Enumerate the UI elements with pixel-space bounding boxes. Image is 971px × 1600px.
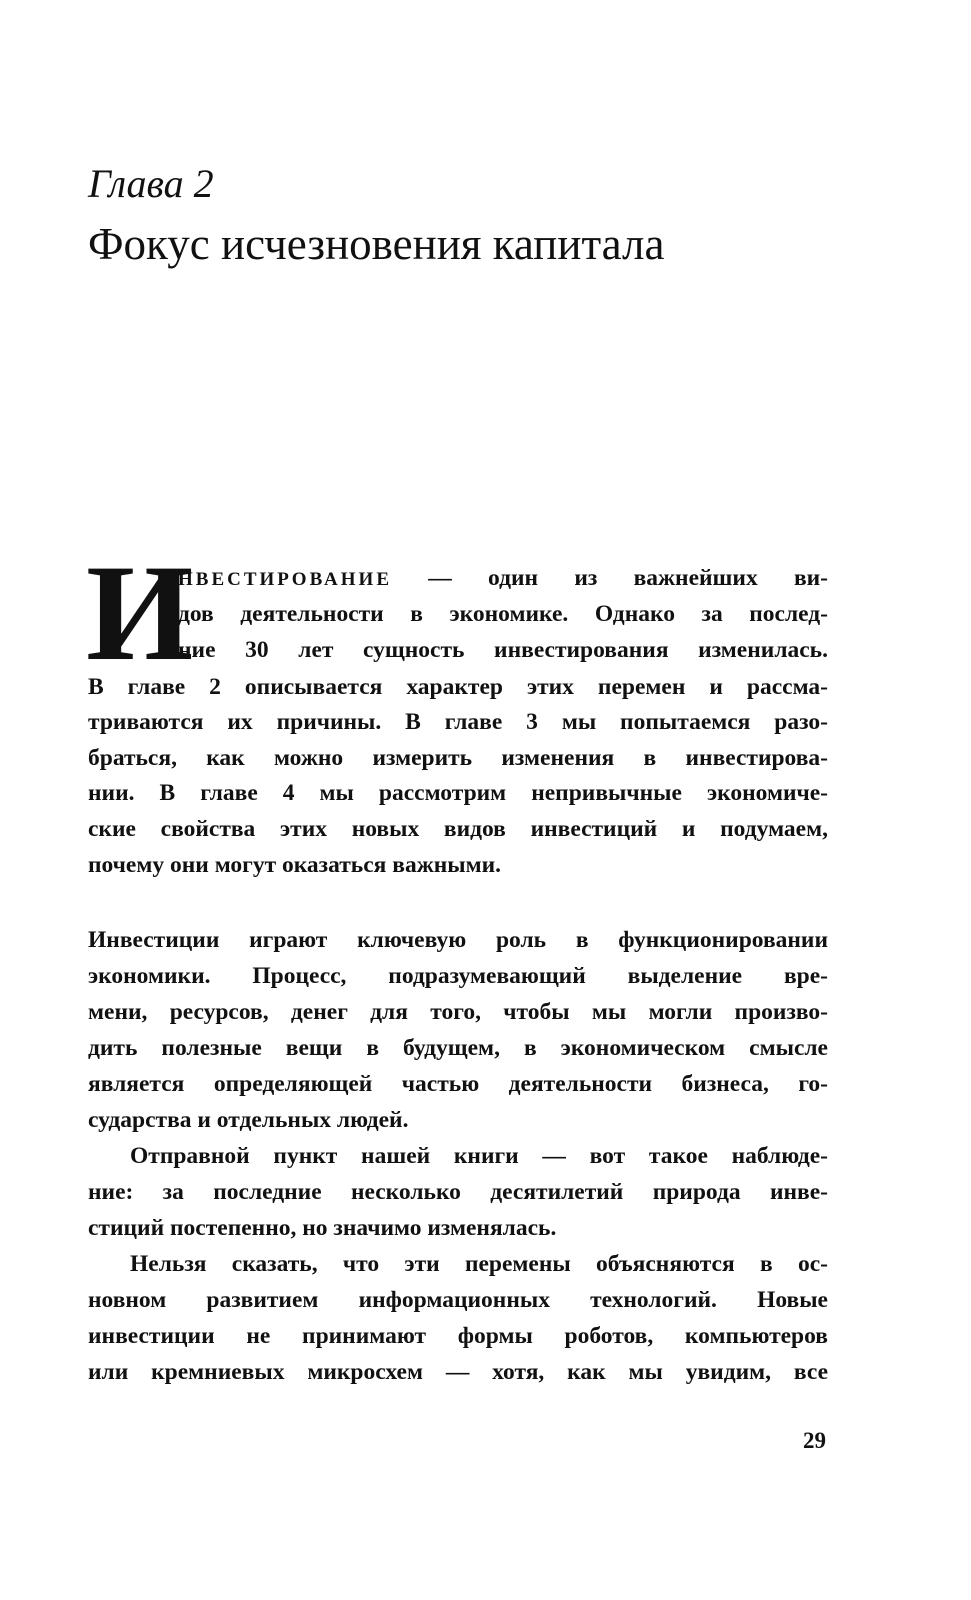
body-line: триваются их причины. В главе 3 мы попытаемся разо- <box>88 709 828 735</box>
body-line: дить полезные вещи в будущем, в экономическом смысле <box>88 1035 828 1061</box>
body-line: сударства и отдельных людей. <box>88 1107 409 1133</box>
body-line: является определяющей частью деятельности бизнеса, го- <box>88 1071 828 1097</box>
body-line: ние 30 лет сущность инвестирования изменилась. <box>178 637 828 663</box>
body-line: или кремниевых микросхем — хотя, как мы увидим, все <box>88 1359 828 1385</box>
body-line <box>178 563 828 593</box>
body-line: браться, как можно измерить изменения в инвестирова- <box>88 745 828 771</box>
body-line: Нельзя сказать, что эти перемены объясняются в ос- <box>130 1251 828 1277</box>
body-line: экономики. Процесс, подразумевающий выделение вре- <box>88 963 828 989</box>
body-line: дов деятельности в экономике. Однако за послед- <box>178 601 828 627</box>
line-text: — один из важнейших ви- <box>428 565 828 591</box>
body-line: нии. В главе 4 мы рассмотрим непривычные экономиче- <box>88 780 828 806</box>
body-line: ские свойства этих новых видов инвестиций и подумаем, <box>88 816 828 842</box>
page-number: 29 <box>803 1428 826 1453</box>
body-line: инвестиции не принимают формы роботов, компьютеров <box>88 1323 828 1349</box>
small-caps-word: НВЕСТИРОВАНИЕ <box>178 569 392 590</box>
body-line: Отправной пункт нашей книги — вот такое наблюде- <box>130 1143 828 1169</box>
chapter-label: Глава 2 <box>88 161 214 206</box>
body-line: мени, ресурсов, денег для того, чтобы мы могли произво- <box>88 999 828 1025</box>
body-line: почему они могут оказаться важными. <box>88 852 502 878</box>
body-line: Инвестиции играют ключевую роль в функционировании <box>88 927 828 953</box>
drop-cap: И <box>86 536 194 689</box>
body-line: В главе 2 описывается характер этих перемен и рассма- <box>88 674 828 700</box>
chapter-title: Фокус исчезновения капитала <box>88 219 665 269</box>
body-line: ние: за последние несколько десятилетий природа инве- <box>88 1179 828 1205</box>
body-line: новном развитием информационных технологий. Новые <box>88 1287 828 1313</box>
body-line: стиций постепенно, но значимо изменялась. <box>88 1215 557 1241</box>
